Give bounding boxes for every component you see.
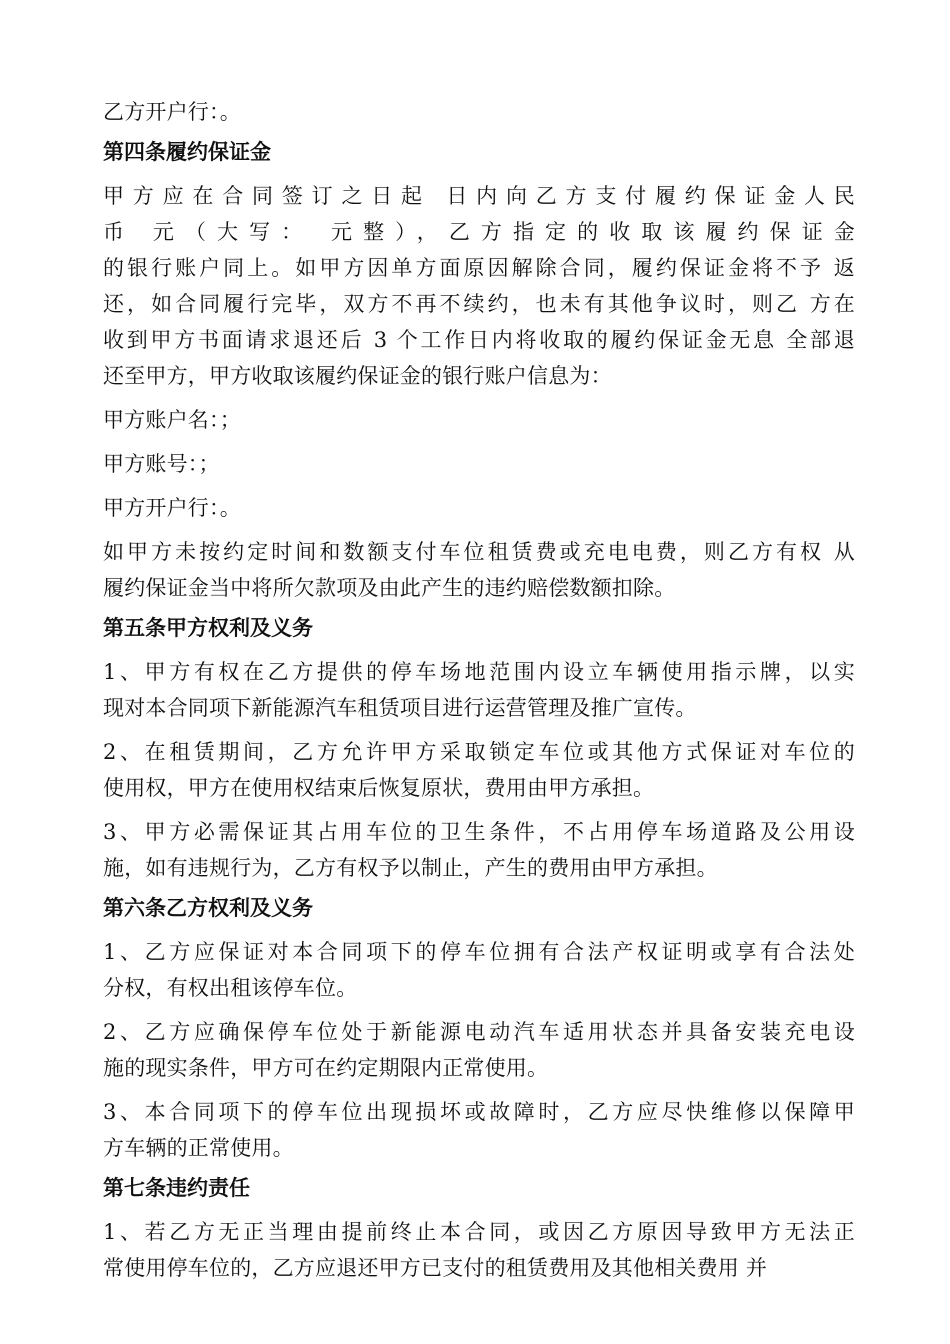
paragraph bbox=[103, 178, 855, 394]
text-line: 施，如有违规行为，乙方有权予以制止，产生的费用由甲方承担。 bbox=[103, 856, 718, 880]
contract-page bbox=[103, 94, 855, 1286]
paragraph bbox=[103, 94, 855, 130]
text-line: 收到甲方书面请求退还后 3 个工作日内将收取的履约保证金无息 全部退 bbox=[103, 328, 855, 352]
paragraph bbox=[103, 490, 855, 526]
text-line: 常使用停车位的，乙方应退还甲方已支付的租赁费用及其他相关费用 并 bbox=[103, 1256, 768, 1280]
text-line: 2、乙方应确保停车位处于新能源电动汽车适用状态并具备安装充电设 bbox=[103, 1020, 855, 1044]
section-heading: 第七条违约责任 bbox=[103, 1176, 250, 1200]
text-line: 3、本合同项下的停车位出现损坏或故障时，乙方应尽快维修以保障甲 bbox=[103, 1100, 855, 1124]
section-heading: 第四条履约保证金 bbox=[103, 140, 271, 164]
text-line: 2、在租赁期间，乙方允许甲方采取锁定车位或其他方式保证对车位的 bbox=[103, 740, 855, 764]
text-line: 的银行账户同上。如甲方因单方面原因解除合同，履约保证金将不予 返 bbox=[103, 256, 855, 280]
text-line: 现对本合同项下新能源汽车租赁项目进行运营管理及推广宣传。 bbox=[103, 696, 697, 720]
text-line: 如甲方未按约定时间和数额支付车位租赁费或充电电费，则乙方有权 从 bbox=[103, 540, 855, 564]
text-line: 1、乙方应保证对本合同项下的停车位拥有合法产权证明或享有合法处 bbox=[103, 940, 855, 964]
paragraph bbox=[103, 934, 855, 1006]
text-line: 1、甲方有权在乙方提供的停车场地范围内设立车辆使用指示牌，以实 bbox=[103, 660, 855, 684]
paragraph bbox=[103, 1094, 855, 1166]
section-heading: 第六条乙方权利及义务 bbox=[103, 896, 313, 920]
text-line: 甲方账号：； bbox=[103, 452, 220, 476]
paragraph bbox=[103, 1214, 855, 1286]
text-line: 甲方开户行：。 bbox=[103, 496, 241, 520]
text-line: 甲方应在合同签订之日起 日内向乙方支付履约保证金人民 bbox=[103, 184, 855, 208]
paragraph bbox=[103, 734, 855, 806]
text-line: 3、甲方必需保证其占用车位的卫生条件，不占用停车场道路及公用设 bbox=[103, 820, 855, 844]
text-line: 还至甲方，甲方收取该履约保证金的银行账户信息为： bbox=[103, 364, 612, 388]
text-line: 使用权，甲方在使用权结束后恢复原状，费用由甲方承担。 bbox=[103, 776, 655, 800]
text-line: 1、若乙方无正当理由提前终止本合同，或因乙方原因导致甲方无法正 bbox=[103, 1220, 855, 1244]
paragraph bbox=[103, 402, 855, 438]
text-line: 甲方账户名：； bbox=[103, 408, 241, 432]
paragraph bbox=[103, 446, 855, 482]
text-line: 方车辆的正常使用。 bbox=[103, 1136, 294, 1160]
paragraph bbox=[103, 814, 855, 886]
text-line: 币 元（大写： 元整），乙方指定的收取该履约保证金 bbox=[103, 220, 855, 244]
paragraph bbox=[103, 1014, 855, 1086]
paragraph bbox=[103, 654, 855, 726]
text-line: 还，如合同履行完毕，双方不再不续约，也未有其他争议时，则乙 方在 bbox=[103, 292, 855, 316]
text-line: 履约保证金当中将所欠款项及由此产生的违约赔偿数额扣除。 bbox=[103, 576, 676, 600]
paragraph bbox=[103, 534, 855, 606]
section-heading: 第五条甲方权利及义务 bbox=[103, 616, 313, 640]
text-line: 分权，有权出租该停车位。 bbox=[103, 976, 358, 1000]
text-line: 乙方开户行：。 bbox=[103, 100, 241, 124]
text-line: 施的现实条件，甲方可在约定期限内正常使用。 bbox=[103, 1056, 549, 1080]
